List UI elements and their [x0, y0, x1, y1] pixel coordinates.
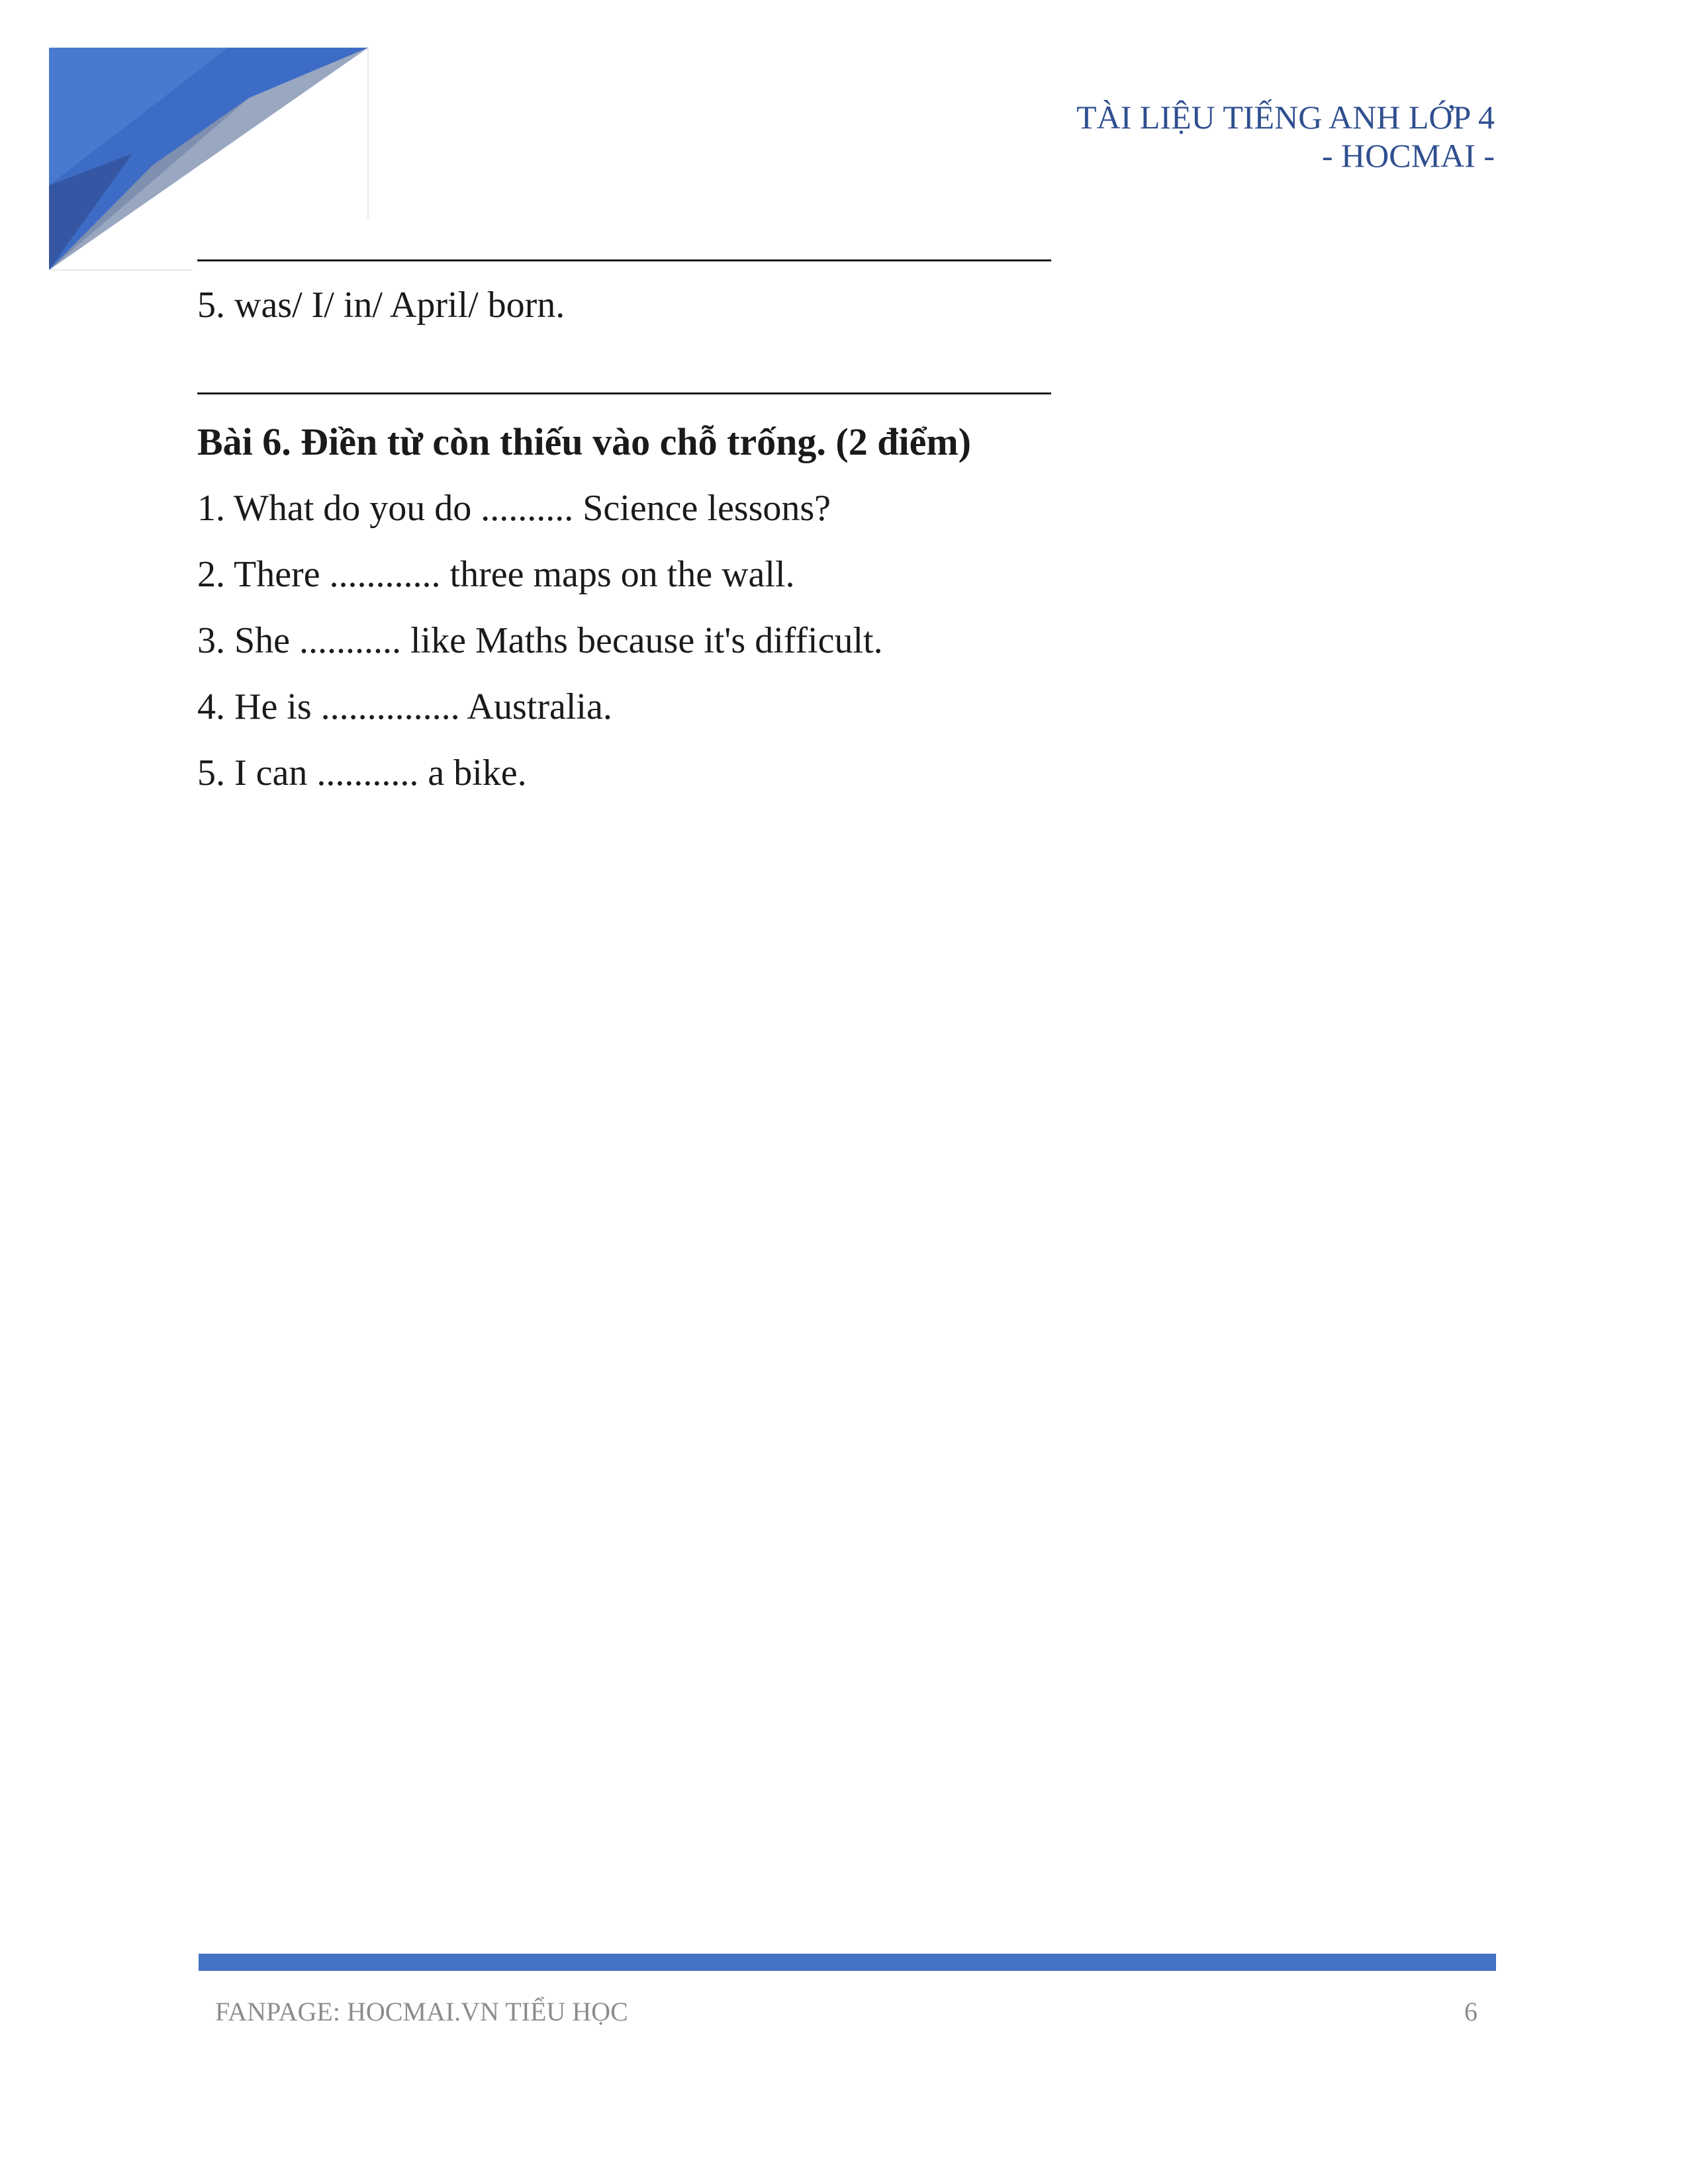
answer-line	[197, 225, 1051, 261]
answer-line	[197, 334, 1051, 394]
footer-fanpage: FANPAGE: HOCMAI.VN TIỂU HỌC	[215, 1997, 628, 2026]
question-item: 5. was/ I/ in/ April/ born.	[197, 285, 565, 326]
section-title: Bài 6. Điền từ còn thiếu vào chỗ trống. (2 điểm)	[197, 420, 971, 463]
question-item-2: 2. There ............ three maps on the wall.	[197, 554, 795, 595]
header-brand: - HOCMAI -	[1321, 137, 1495, 174]
page-content	[197, 225, 1488, 806]
question-item-3: 3. She ........... like Maths because it's difficult.	[197, 620, 883, 661]
question-item-5: 5. I can ........... a bike.	[197, 752, 527, 794]
question-item-1: 1. What do you do .......... Science lessons?	[197, 488, 831, 529]
page-number: 6	[1464, 1997, 1477, 2026]
document-header	[1076, 98, 1495, 175]
question-item-4: 4. He is ............... Australia.	[197, 686, 612, 727]
footer-divider	[199, 1954, 1496, 1971]
header-title: TÀI LIỆU TIẾNG ANH LỚP 4	[1076, 99, 1495, 136]
